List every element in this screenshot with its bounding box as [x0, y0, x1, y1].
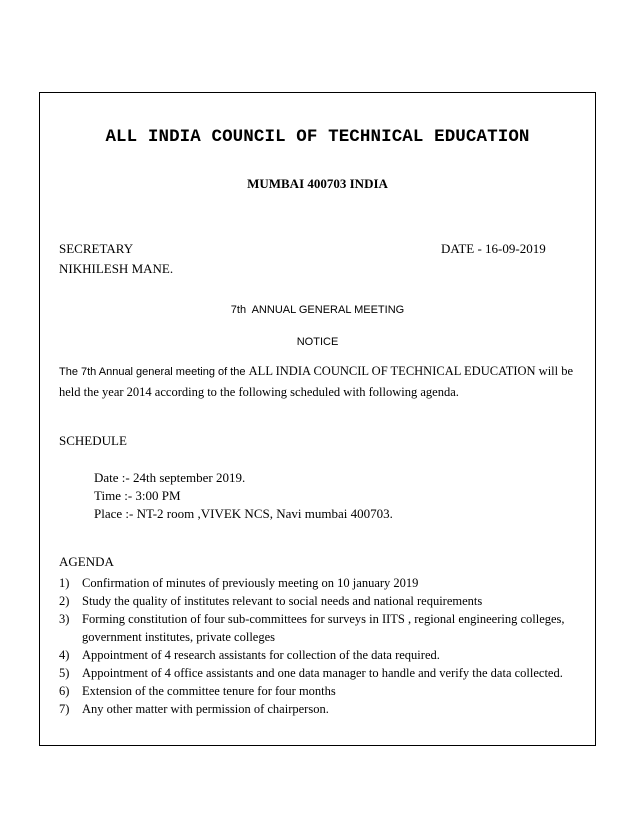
agenda-item-number: 4): [59, 648, 70, 662]
agenda-item-number: 6): [59, 684, 70, 698]
agenda-item-text: Any other matter with permission of chairperson.: [82, 702, 329, 716]
notice-heading: NOTICE: [296, 336, 339, 348]
agenda-item-text: Appointment of 4 office assistants and one data manager to handle and verify the data collected.: [82, 666, 563, 680]
agenda-item-text: Appointment of 4 research assistants for collection of the data required.: [82, 648, 440, 662]
document-title: ALL INDIA COUNCIL OF TECHNICAL EDUCATION: [105, 127, 530, 147]
agenda-heading: AGENDA: [59, 554, 114, 569]
agenda-item: [59, 682, 579, 700]
sender-name: NIKHILESH MANE.: [59, 261, 174, 276]
sender-role: SECRETARY: [59, 241, 134, 256]
agenda-item: [59, 610, 579, 646]
agenda-item-number: 5): [59, 666, 70, 680]
agenda-item-number: 3): [59, 612, 70, 626]
intro-text: The 7th Annual general meeting of the: [59, 366, 246, 378]
agenda-item-number: 1): [59, 576, 70, 590]
schedule-place: Place :- NT-2 room ,VIVEK NCS, Navi mumbai 400703.: [94, 506, 393, 521]
agenda-item-number: 2): [59, 594, 70, 608]
intro-paragraph: [59, 361, 577, 402]
notice-document: [39, 92, 596, 746]
schedule-heading: SCHEDULE: [59, 433, 127, 448]
agenda-list: [59, 574, 579, 718]
schedule-date: Date :- 24th september 2019.: [94, 470, 246, 485]
document-date: DATE - 16-09-2019: [441, 241, 546, 256]
intro-org-text: ALL INDIA COUNCIL OF TECHNICAL EDUCATION will be held the year 2014 according to the following scheduled with following agenda.: [59, 364, 574, 399]
document-address: MUMBAI 400703 INDIA: [247, 176, 388, 191]
agenda-item-text: Forming constitution of four sub-committees for surveys in IITS , regional engineering colleges, government institutes, private colleges: [82, 612, 565, 644]
agenda-item: [59, 646, 579, 664]
agenda-item: [59, 700, 579, 718]
agenda-item: [59, 592, 579, 610]
agenda-item-text: Confirmation of minutes of previously meeting on 10 january 2019: [82, 576, 419, 590]
agenda-item-number: 7): [59, 702, 70, 716]
meeting-heading: 7th ANNUAL GENERAL MEETING: [230, 304, 405, 316]
agenda-item-text: Study the quality of institutes relevant to social needs and national requirements: [82, 594, 483, 608]
agenda-item: [59, 574, 579, 592]
agenda-item-text: Extension of the committee tenure for four months: [82, 684, 336, 698]
agenda-item: [59, 664, 579, 682]
schedule-time: Time :- 3:00 PM: [94, 488, 181, 503]
